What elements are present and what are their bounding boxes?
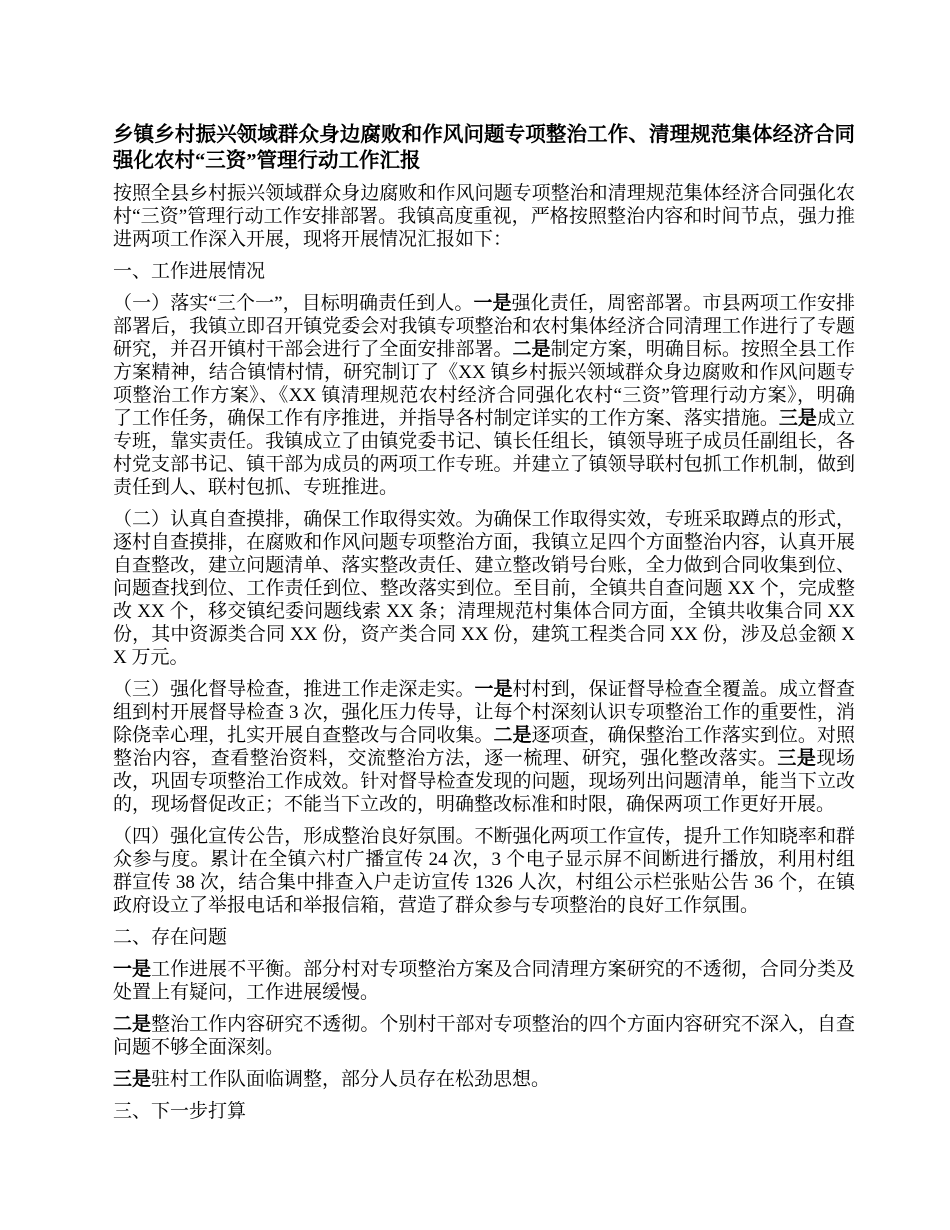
bold-text-run: 乡镇乡村振兴领域群众身边腐败和作风问题专项整治工作、清理规范集体经济合同强化农村“三资”管理行动工作汇报 [113,124,855,172]
text-run: 强化责任，周密部署。市县两项工作安排部署后，我镇立即召开镇党委会对我镇专项整治和农村集体经济合同清理工作进行了专题研究，并召开镇村干部会进行了全面安排部署。 [113,293,855,360]
text-run: 二、存在问题 [113,927,228,948]
bold-text-run: 二是 [512,339,551,360]
text-run: 现场改，巩固专项整治工作成效。针对督导检查发现的问题，现场列出问题清单，能当下立改的，现场督促改正；不能当下立改的，明确整改标准和时限，确保两项工作更好开展。 [113,748,855,815]
text-run: （四）强化宣传公告，形成整治良好氛围。不断强化两项工作宣传，提升工作知晓率和群众参与度。累计在全镇六村广播宣传 24 次，3 个电子显示屏不间断进行播放，利用村组群宣传 38 次，结合集中排查入户走访宣传 1326 人次，村组公示栏张贴公告 36 个，在镇政府设立了举报电话和举报信箱，营造了群众参与专项整治的良好工作氛围。 [113,826,855,916]
paragraph [113,678,855,816]
text-run: 成立专班，靠实责任。我镇成立了由镇党委书记、镇长任组长，镇领导班子成员任副组长，各村党支部书记、镇干部为成员的两项工作专班。并建立了镇领导联村包抓工作机制，做到责任到人、联村包抓、专班推进。 [113,408,855,498]
bold-text-run: 一是 [474,679,513,700]
bold-text-run: 三是 [777,748,817,769]
text-run: 村村到，保证督导检查全覆盖。成立督查组到村开展督导检查 3 次，强化压力传导，让每个村深刻认识专项整治工作的重要性，消除侥幸心理，扎实开展自查整改与合同收集。 [113,679,855,746]
document-title [113,122,855,174]
section-heading [113,260,855,283]
text-run: 一、工作进展情况 [113,261,266,282]
text-run: 制定方案，明确目标。按照全县工作方案精神，结合镇情村情，研究制订了《XX 镇乡村振兴领域群众身边腐败和作风问题专项整治工作方案》、《XX 镇清理规范农村经济合同强化农村“三资”管理行动方案》，明确了工作任务，确保工作有序推进，并指导各村制定详实的工作方案、落实措施。 [113,339,855,429]
bold-text-run: 三是 [778,408,817,429]
text-run: （一）落实“三个一”，目标明确责任到人。 [113,293,474,314]
bold-text-run: 一是 [113,959,152,980]
bold-text-run: 二是 [113,1014,152,1035]
bold-text-run: 三是 [113,1069,152,1090]
text-run: 工作进展不平衡。部分村对专项整治方案及合同清理方案研究的不透彻，合同分类及处置上有疑问，工作进展缓慢。 [113,959,855,1003]
paragraph [113,958,855,1004]
paragraph [113,182,855,251]
section-heading [113,1100,855,1123]
text-run: 整治工作内容研究不透彻。个别村干部对专项整治的四个方面内容研究不深入，自查问题不够全面深刻。 [113,1014,855,1058]
paragraph [113,508,855,669]
text-run: （三）强化督导检查，推进工作走深走实。 [113,679,475,700]
text-run: 驻村工作队面临调整，部分人员存在松劲思想。 [151,1069,551,1090]
text-run: 三、下一步打算 [113,1101,247,1122]
paragraph [113,292,855,499]
paragraph [113,825,855,917]
bold-text-run: 一是 [473,293,512,314]
section-heading [113,926,855,949]
text-run: 逐项查，确保整治工作落实到位。对照整治内容，查看整治资料，交流整治方法，逐一梳理、研究，强化整改落实。 [113,725,855,769]
text-run: （二）认真自查摸排，确保工作取得实效。为确保工作取得实效，专班采取蹲点的形式，逐村自查摸排，在腐败和作风问题专项整治方面，我镇立足四个方面整治内容，认真开展自查整改，建立问题清单、落实整改责任、建立整改销号台账，全力做到合同收集到位、问题查找到位、工作责任到位、整改落实到位。至目前，全镇共自查问题 XX 个，完成整改 XX 个，移交镇纪委问题线索 XX 条；清理规范村集体合同方面，全镇共收集合同 XX 份，其中资源类合同 XX 份，资产类合同 XX 份，建筑工程类合同 XX 份，涉及总金额 XX 万元。 [113,509,855,668]
text-run: 按照全县乡村振兴领域群众身边腐败和作风问题专项整治和清理规范集体经济合同强化农村“三资”管理行动工作安排部署。我镇高度重视，严格按照整治内容和时间节点，强力推进两项工作深入开展，现将开展情况汇报如下： [113,183,855,250]
paragraph [113,1013,855,1059]
bold-text-run: 二是 [493,725,532,746]
paragraph [113,1068,855,1091]
